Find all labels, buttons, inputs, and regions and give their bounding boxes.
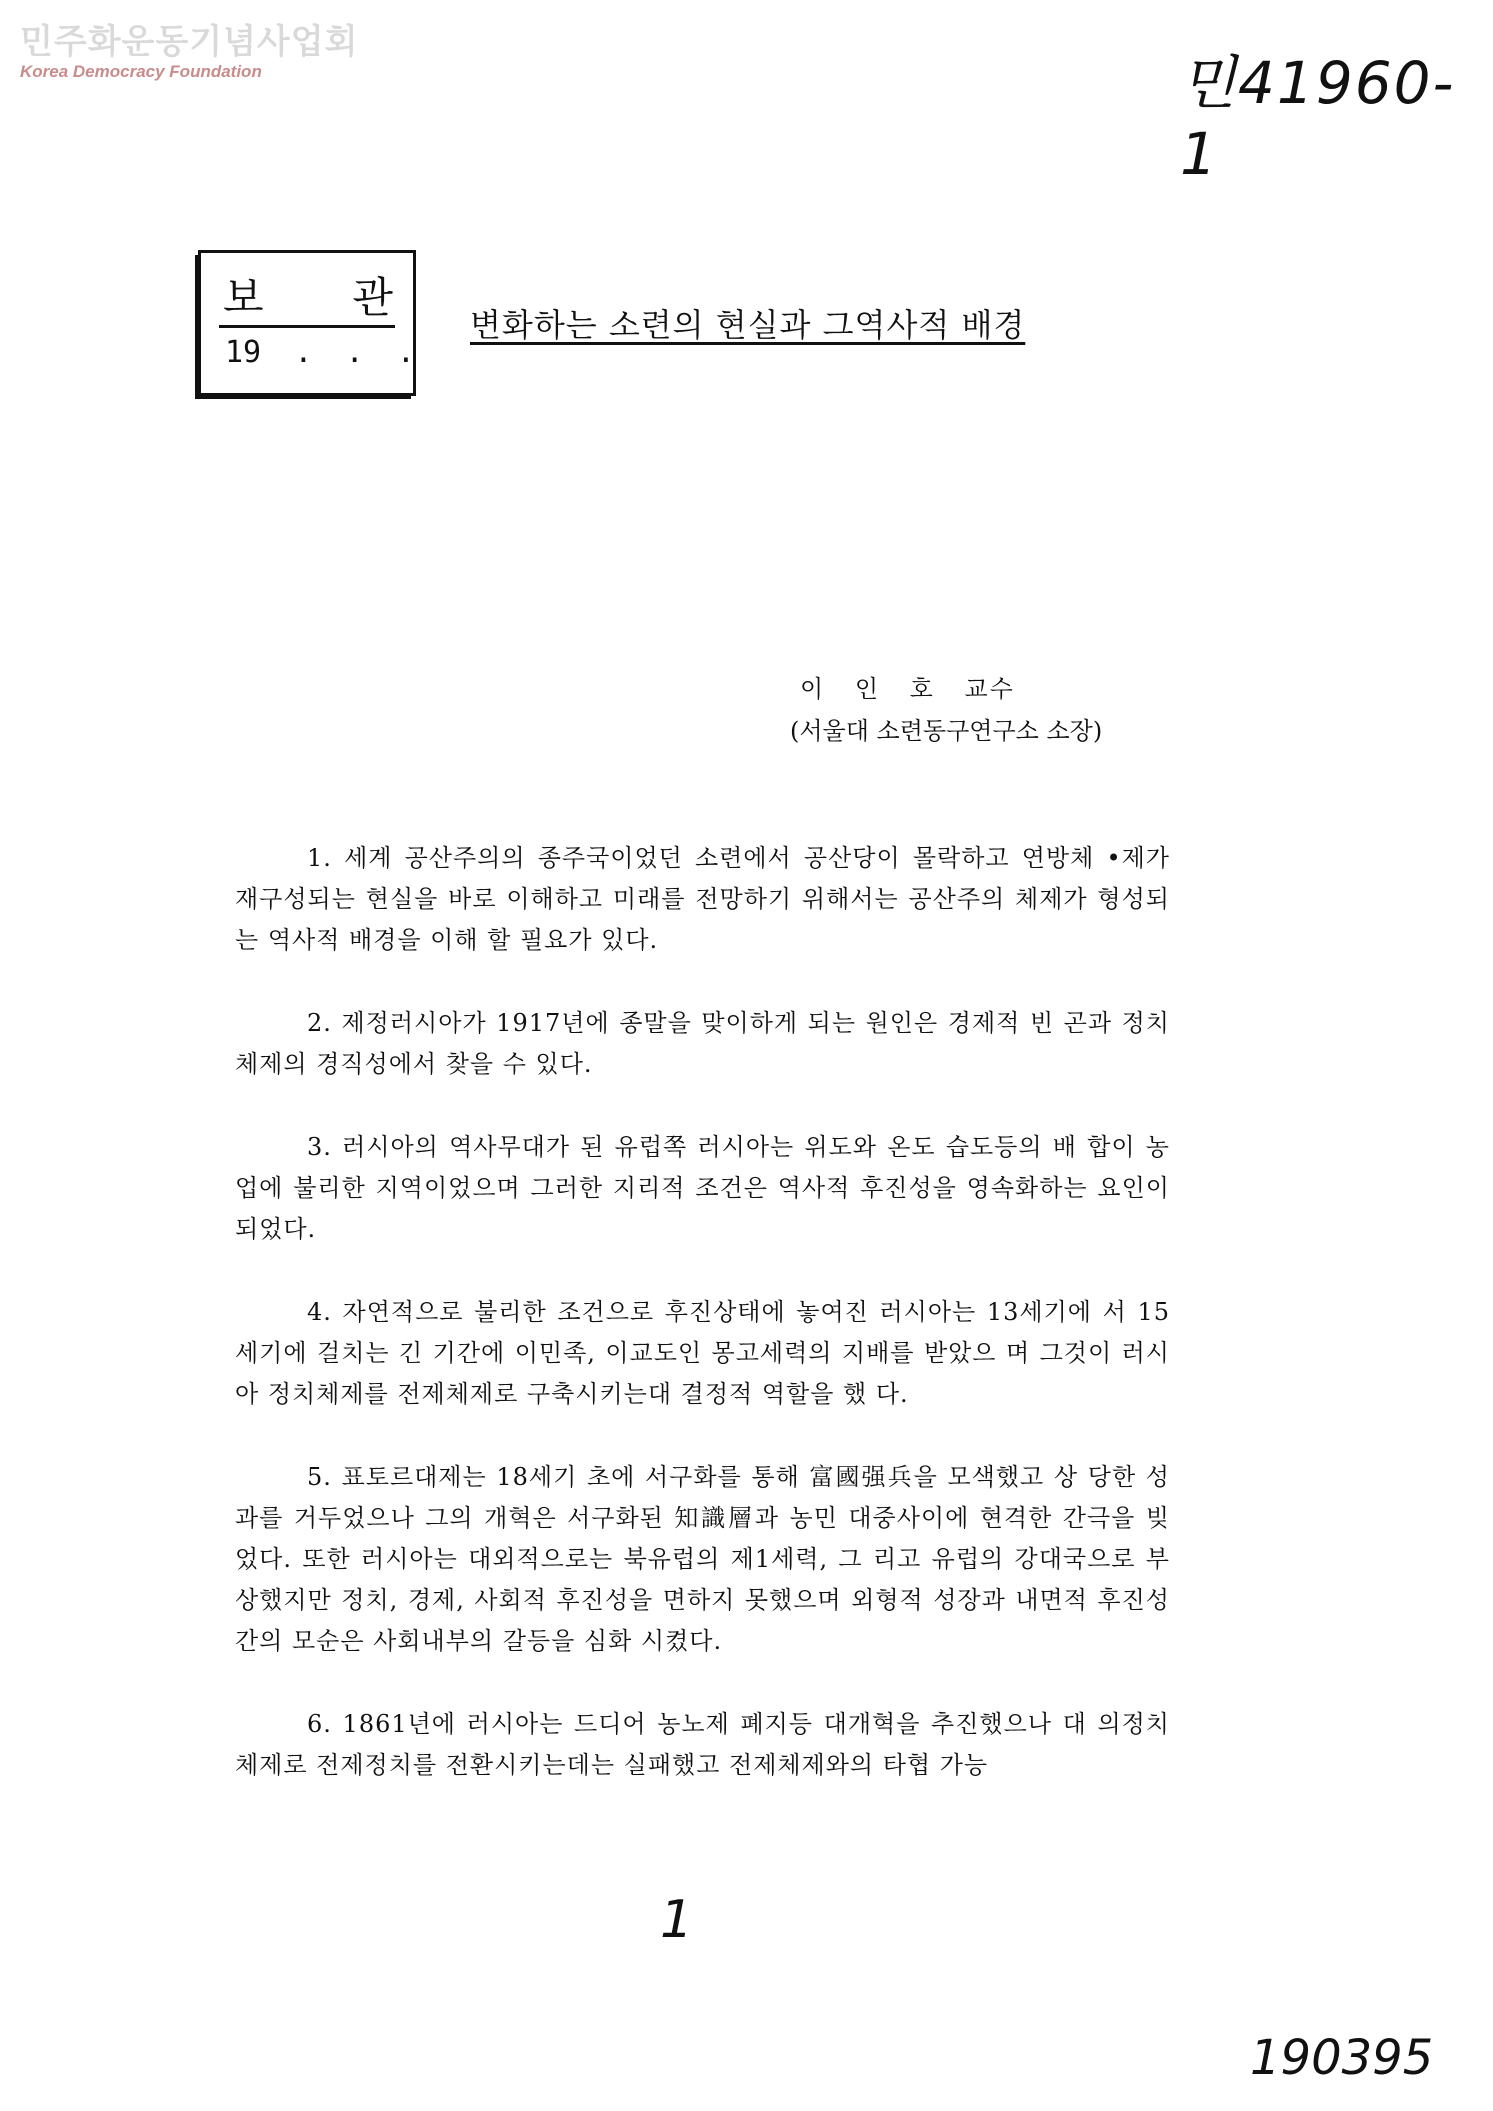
stamp-date-dot: . <box>345 335 364 370</box>
author-affiliation: (서울대 소련동구연구소 소장) <box>790 717 1103 745</box>
handwritten-bottom-code: 190395 <box>1250 2030 1434 2086</box>
archive-stamp <box>198 250 416 396</box>
author-name <box>790 668 1102 710</box>
author-name-char: 이 <box>800 675 826 703</box>
paragraph: 2. 제정러시아가 1917년에 종말을 맞이하게 되는 원인은 경제적 빈 곤과 정치체제의 경직성에서 찾을 수 있다. <box>235 1009 1170 1078</box>
document-body <box>235 838 1170 1786</box>
author-name-char: 인 <box>854 675 881 703</box>
stamp-date-prefix: 19 <box>225 335 262 370</box>
document-title: 변화하는 소련의 현실과 그역사적 배경 <box>470 306 1026 344</box>
watermark <box>20 22 358 82</box>
watermark-korean: 민주화운동기념사업회 <box>20 22 359 62</box>
author-block <box>790 668 1102 752</box>
author-name-char: 호 <box>909 675 935 703</box>
watermark-english: Korea Democracy Foundation <box>20 62 262 81</box>
paragraph: 1. 세계 공산주의의 종주국이었던 소련에서 공산당이 몰락하고 연방체 •제가 재구성되는 현실을 바로 이해하고 미래를 전망하기 위해서는 공산주의 체제가 형성되는 역사적 배경을 이해 할 필요가 있다. <box>235 844 1170 954</box>
paragraph: 3. 러시아의 역사무대가 된 유럽쪽 러시아는 위도와 온도 습도등의 배 합이 농업에 불리한 지역이었으며 그러한 지리적 조건은 역사적 후진성을 영속화하는 요인이 되었다. <box>235 1133 1170 1243</box>
stamp-title-char: 보 <box>223 273 264 322</box>
handwritten-page-number: 1 <box>660 1890 694 1950</box>
stamp-divider <box>219 325 395 328</box>
stamp-title-char: 관 <box>352 273 393 322</box>
paragraph: 5. 표토르대제는 18세기 초에 서구화를 통해 富國强兵을 모색했고 상 당한 성과를 거두었으나 그의 개혁은 서구화된 知識層과 농민 대중사이에 현격한 간극을 빚었다. 또한 러시아는 대외적으로는 북유럽의 제1세력, 그 리고 유럽의 강대국으로 부상했지만 정치, 경제, 사회적 후진성을 면하지 못했으며 외형적 성장과 내면적 후진성간의 모순은 사회내부의 갈등을 심화 시켰다. <box>235 1463 1170 1655</box>
paragraph: 6. 1861년에 러시아는 드디어 농노제 폐지등 대개혁을 추진했으나 대 의정치체제로 전제정치를 전환시키는데는 실패했고 전제체제와의 타협 가능 <box>235 1710 1170 1779</box>
handwritten-doc-code: 민41960-1 <box>1180 49 1456 188</box>
author-honorific: 교수 <box>964 675 1015 703</box>
stamp-title <box>223 265 393 325</box>
stamp-date <box>225 335 415 370</box>
stamp-date-dot: . <box>294 335 313 370</box>
stamp-date-dot: . <box>396 335 415 370</box>
paragraph: 4. 자연적으로 불리한 조건으로 후진상태에 놓여진 러시아는 13세기에 서 15세기에 걸치는 긴 기간에 이민족, 이교도인 몽고세력의 지배를 받았으 며 그것이 러시아 정치체제를 전제체제로 구축시키는대 결정적 역할을 했 다. <box>235 1298 1170 1408</box>
